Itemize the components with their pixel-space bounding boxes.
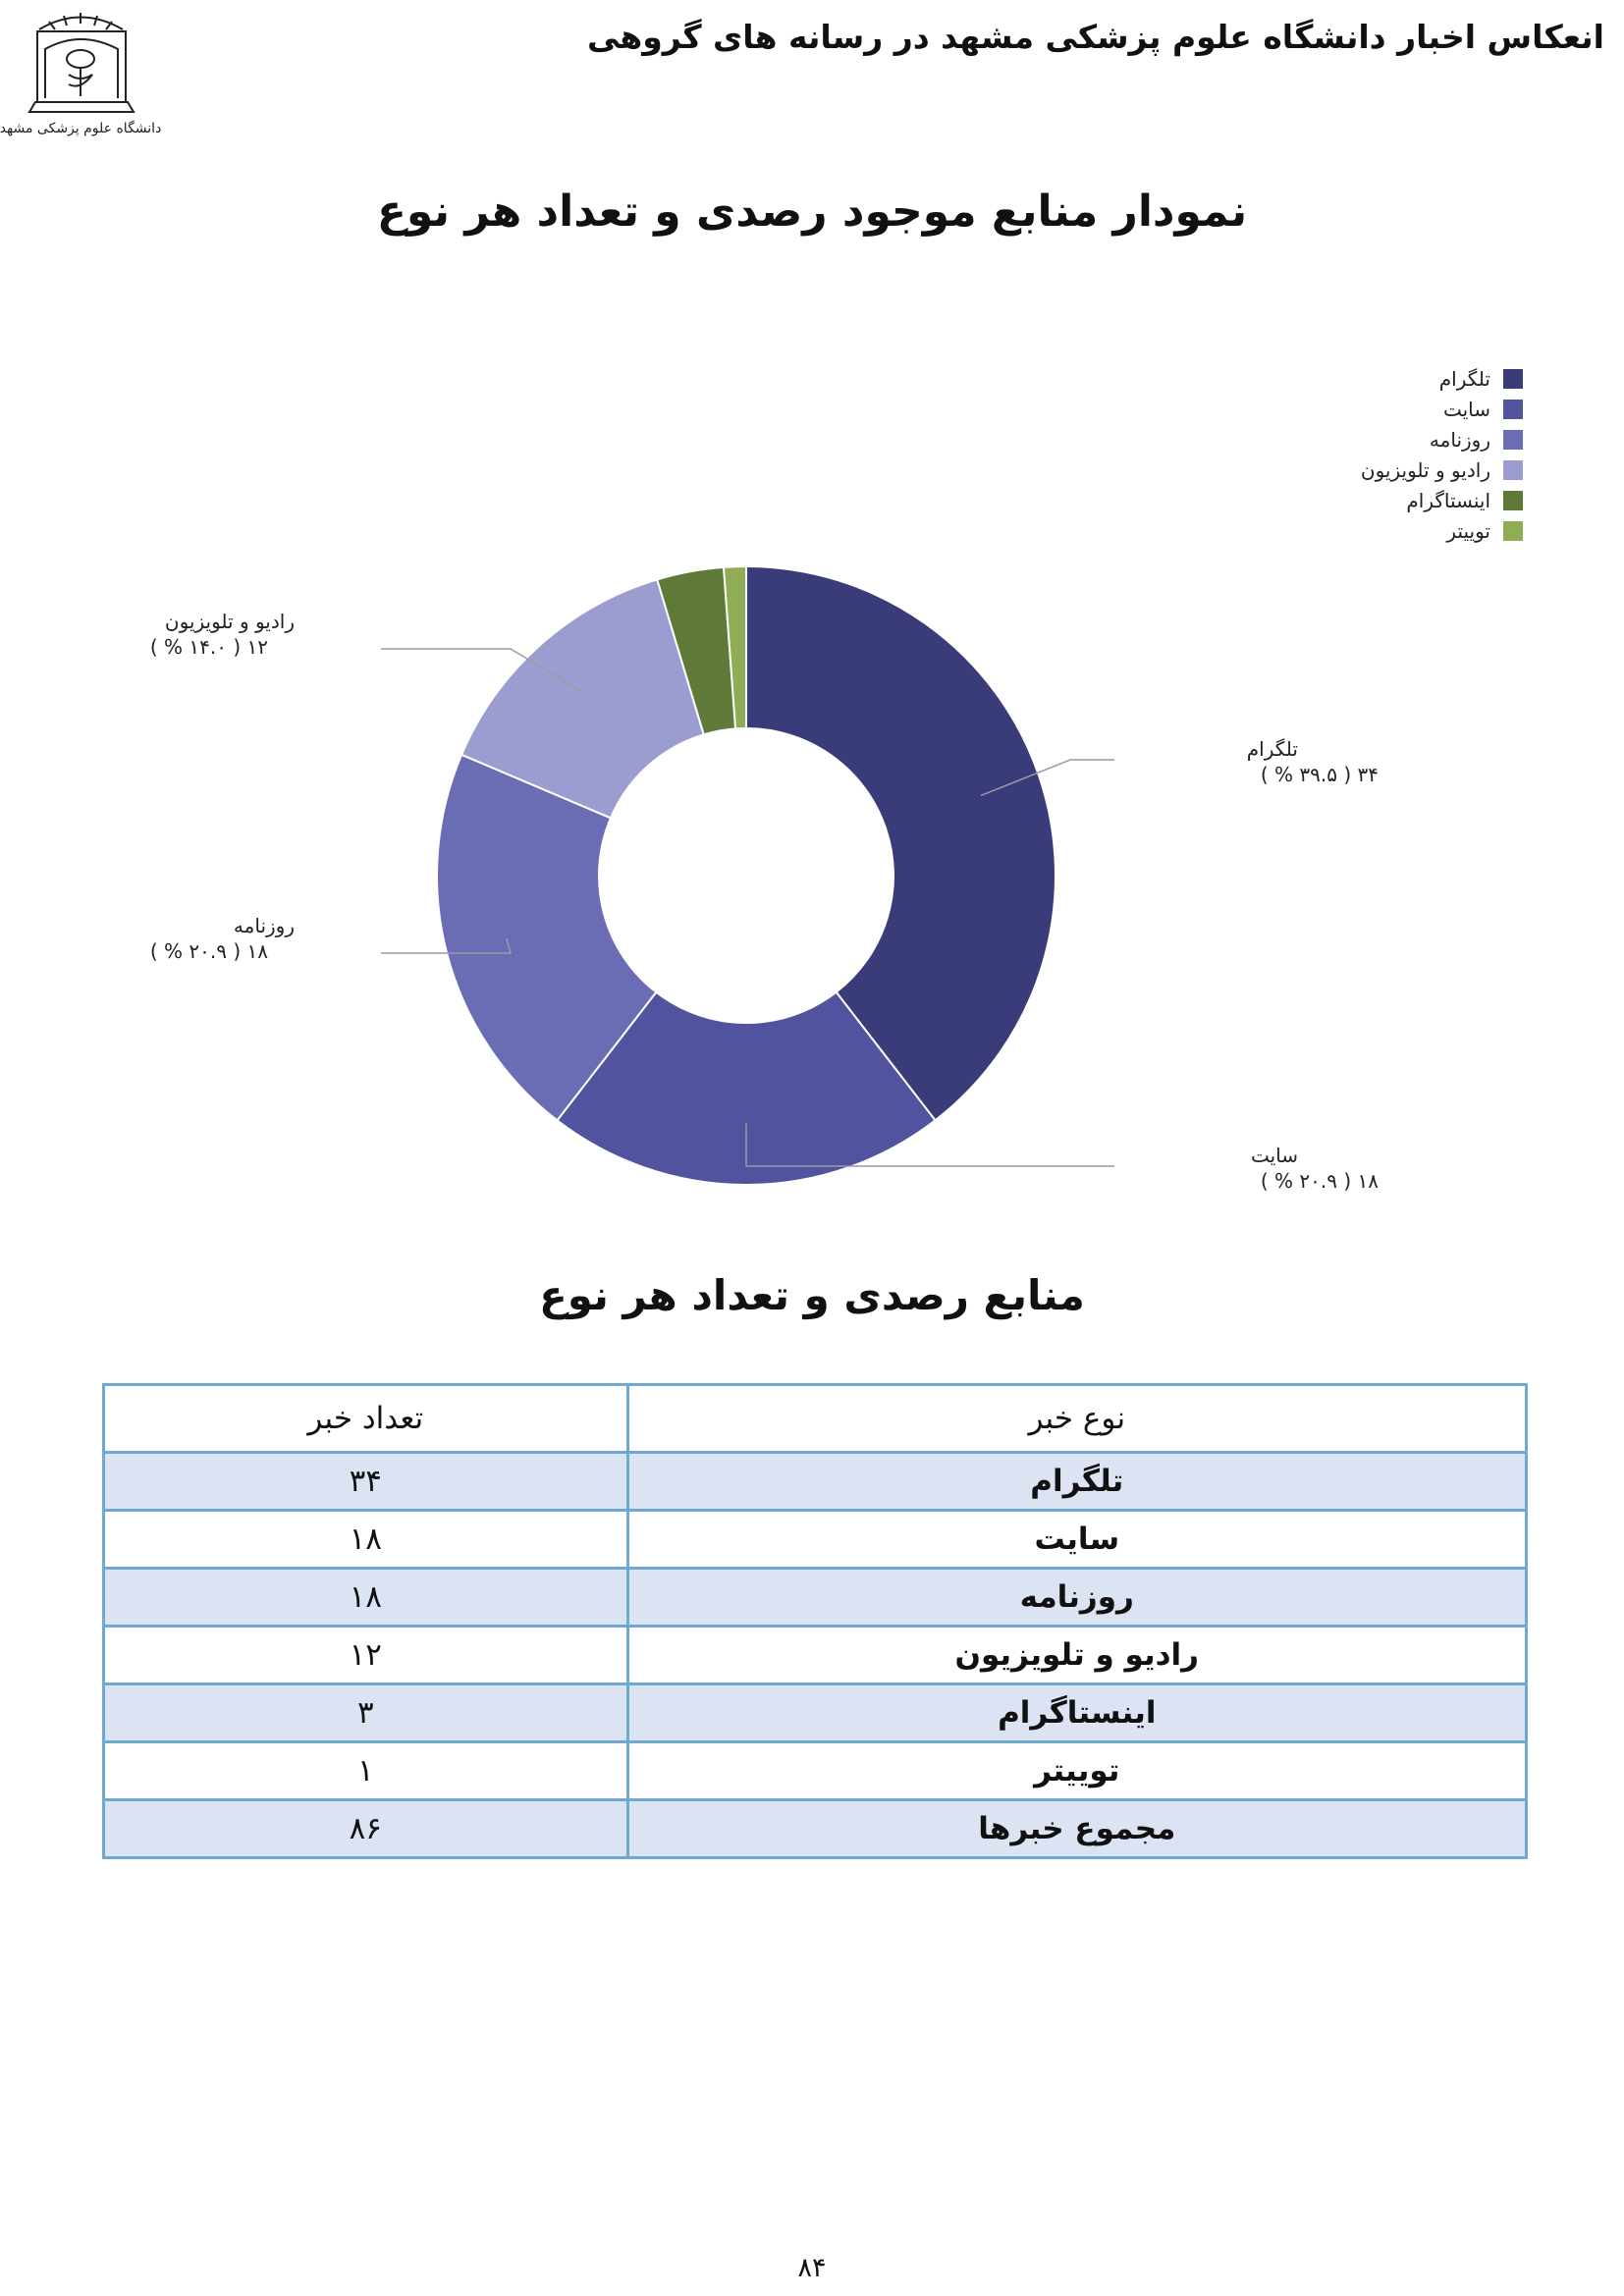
table-row bbox=[104, 1627, 1527, 1684]
cell-type: اینستاگرام bbox=[627, 1684, 1526, 1742]
legend-label-1: تلگرام bbox=[1438, 367, 1490, 391]
page-number: ۸۴ bbox=[797, 2253, 827, 2283]
header-type: نوع خبر bbox=[627, 1385, 1526, 1453]
sources-table bbox=[102, 1383, 1528, 1859]
table-row bbox=[104, 1511, 1527, 1569]
legend-swatch-4 bbox=[1503, 460, 1523, 480]
cell-count: ۳۴ bbox=[104, 1453, 628, 1511]
cell-type: تلگرام bbox=[627, 1453, 1526, 1511]
data-label-category: تلگرام bbox=[1246, 737, 1298, 761]
university-logo bbox=[0, 10, 162, 142]
donut-chart bbox=[0, 334, 1624, 1217]
page-header-title: انعکاس اخبار دانشگاه علوم پزشکی مشهد در رسانه های گروهی bbox=[587, 18, 1604, 56]
cell-count: ۸۶ bbox=[104, 1800, 628, 1858]
legend-swatch-3 bbox=[1503, 430, 1523, 450]
legend-label-3: روزنامه bbox=[1429, 428, 1490, 452]
table-row bbox=[104, 1569, 1527, 1627]
cell-type: سایت bbox=[627, 1511, 1526, 1569]
data-label-category: سایت bbox=[1250, 1144, 1298, 1167]
header-count: تعداد خبر bbox=[104, 1385, 628, 1453]
data-label-value: ۱۲ ( ۱۴.۰ % ) bbox=[149, 635, 268, 659]
data-label-category: روزنامه bbox=[233, 914, 295, 937]
data-label-value: ۱۸ ( ۲۰.۹ % ) bbox=[1260, 1169, 1379, 1193]
table-row bbox=[104, 1742, 1527, 1800]
legend-swatch-1 bbox=[1503, 369, 1523, 389]
table-header-row bbox=[104, 1385, 1527, 1453]
cell-type: رادیو و تلویزیون bbox=[627, 1627, 1526, 1684]
legend-label-5: اینستاگرام bbox=[1406, 489, 1490, 512]
cell-count: ۱۲ bbox=[104, 1627, 628, 1684]
legend-label-2: سایت bbox=[1442, 398, 1490, 421]
data-label-category: رادیو و تلویزیون bbox=[164, 610, 295, 633]
legend-label-4: رادیو و تلویزیون bbox=[1360, 458, 1490, 482]
cell-type: توییتر bbox=[627, 1742, 1526, 1800]
cell-type: روزنامه bbox=[627, 1569, 1526, 1627]
legend-swatch-5 bbox=[1503, 491, 1523, 510]
data-label-value: ۱۸ ( ۲۰.۹ % ) bbox=[149, 939, 268, 963]
cell-count: ۳ bbox=[104, 1684, 628, 1742]
table-row bbox=[104, 1453, 1527, 1511]
data-label-value: ۳۴ ( ۳۹.۵ % ) bbox=[1260, 763, 1379, 786]
table-title: منابع رصدی و تعداد هر نوع bbox=[539, 1271, 1085, 1319]
table-row-total bbox=[104, 1800, 1527, 1858]
cell-count: ۱۸ bbox=[104, 1511, 628, 1569]
legend-swatch-6 bbox=[1503, 521, 1523, 541]
legend-swatch-2 bbox=[1503, 400, 1523, 419]
svg-text:دانشگاه علوم پزشکی مشهد: دانشگاه علوم پزشکی مشهد bbox=[0, 121, 162, 136]
cell-count: ۱۸ bbox=[104, 1569, 628, 1627]
cell-count: ۱ bbox=[104, 1742, 628, 1800]
chart-title: نمودار منابع موجود رصدی و تعداد هر نوع bbox=[376, 187, 1248, 237]
legend-label-6: توییتر bbox=[1446, 519, 1490, 543]
cell-type: مجموع خبرها bbox=[627, 1800, 1526, 1858]
table-row bbox=[104, 1684, 1527, 1742]
